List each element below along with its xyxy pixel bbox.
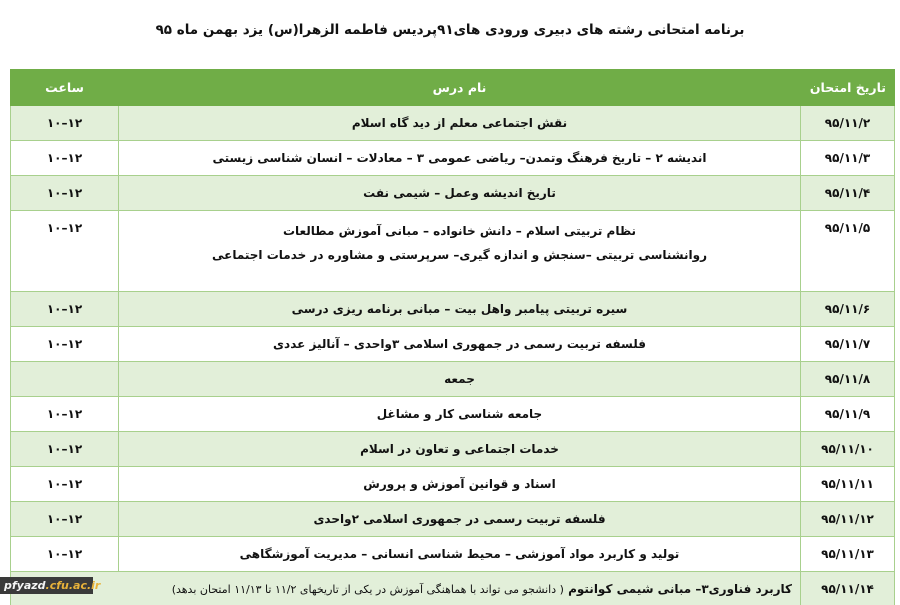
exam-date: ۹۵/۱۱/۹: [801, 397, 895, 432]
exam-date: ۹۵/۱۱/۱۳: [801, 537, 895, 572]
exam-schedule-table: [10, 69, 895, 605]
exam-date: ۹۵/۱۱/۸: [801, 362, 895, 397]
exam-date: ۹۵/۱۱/۵: [801, 211, 895, 292]
exam-date: ۹۵/۱۱/۳: [801, 141, 895, 176]
table-row: [11, 141, 895, 176]
table-row: [11, 211, 895, 292]
exam-time: ۱۰–۱۲: [11, 397, 119, 432]
table-row: [11, 362, 895, 397]
course-name: جامعه شناسی کار و مشاغل: [119, 397, 801, 432]
exam-time: ۱۰–۱۲: [11, 141, 119, 176]
course-name: نقش اجتماعی معلم از دید گاه اسلام: [119, 106, 801, 141]
exam-time: ۱۰–۱۲: [11, 502, 119, 537]
header-exam-date: تاریخ امتحان: [801, 70, 895, 106]
table-row: [11, 292, 895, 327]
course-note: ( دانشجو می تواند با هماهنگی آموزش در یکی از تاریخهای ۱۱/۲ تا ۱۱/۱۳ امتحان بدهد): [171, 583, 564, 596]
course-name: جمعه: [119, 362, 801, 397]
exam-time: ۱۰–۱۲: [11, 432, 119, 467]
course-name: فلسفه تربیت رسمی در جمهوری اسلامی ۳واحدی – آنالیز عددی: [119, 327, 801, 362]
exam-time: [11, 362, 119, 397]
course-name: تولید و کاربرد مواد آموزشی – محیط شناسی انسانی – مدیریت آموزشگاهی: [119, 537, 801, 572]
table-row: [11, 502, 895, 537]
watermark-part-2: .cfu.ac.ir: [45, 579, 101, 592]
course-name: سیره تربیتی پیامبر واهل بیت – مبانی برنامه ریزی درسی: [119, 292, 801, 327]
course-name: خدمات اجتماعی و تعاون در اسلام: [119, 432, 801, 467]
course-title: کاربرد فناوری۳– مبانی شیمی کوانتوم: [568, 582, 792, 596]
table-row: [11, 432, 895, 467]
exam-time: ۱۰–۱۲: [11, 292, 119, 327]
course-name: اسناد و قوانین آموزش و پرورش: [119, 467, 801, 502]
exam-time: ۱۰–۱۲: [11, 106, 119, 141]
course-name: فلسفه تربیت رسمی در جمهوری اسلامی ۲واحدی: [119, 502, 801, 537]
table-row: [11, 572, 895, 605]
exam-date: ۹۵/۱۱/۶: [801, 292, 895, 327]
table-row: [11, 106, 895, 141]
table-row: [11, 176, 895, 211]
course-line-2: روانشناسی تربیتی –سنجش و اندازه گیری– سرپرستی و مشاوره در خدمات اجتماعی: [212, 248, 707, 262]
exam-date: ۹۵/۱۱/۴: [801, 176, 895, 211]
exam-time: ۱۰–۱۲: [11, 211, 119, 292]
course-name: [119, 211, 801, 292]
course-name: اندیشه ۲ – تاریخ فرهنگ وتمدن– ریاضی عمومی ۳ – معادلات – انسان شناسی زیستی: [119, 141, 801, 176]
exam-time: ۱۰–۱۲: [11, 537, 119, 572]
table-row: [11, 537, 895, 572]
watermark-part-1: pfyazd: [4, 579, 46, 592]
table-row: [11, 327, 895, 362]
exam-date: ۹۵/۱۱/۱۰: [801, 432, 895, 467]
exam-date: ۹۵/۱۱/۷: [801, 327, 895, 362]
table-row: [11, 467, 895, 502]
course-line-1: نظام تربیتی اسلام – دانش خانواده – مبانی آموزش مطالعات: [282, 224, 637, 238]
table-row: [11, 397, 895, 432]
exam-date: ۹۵/۱۱/۱۲: [801, 502, 895, 537]
exam-date: ۹۵/۱۱/۲: [801, 106, 895, 141]
header-course-name: نام درس: [119, 70, 801, 106]
table-header-row: [11, 70, 895, 106]
header-time: ساعت: [11, 70, 119, 106]
course-name: [11, 572, 801, 605]
exam-date: ۹۵/۱۱/۱۴: [801, 572, 895, 605]
exam-time: ۱۰–۱۲: [11, 176, 119, 211]
exam-date: ۹۵/۱۱/۱۱: [801, 467, 895, 502]
exam-time: ۱۰–۱۲: [11, 327, 119, 362]
site-watermark: [0, 577, 101, 594]
page-title: برنامه امتحانی رشته های دبیری ورودی های۹۱پردیس فاطمه الزهرا(س) یزد بهمن ماه ۹۵: [155, 22, 745, 38]
course-name: تاریخ اندیشه وعمل – شیمی نفت: [119, 176, 801, 211]
exam-time: ۱۰–۱۲: [11, 467, 119, 502]
